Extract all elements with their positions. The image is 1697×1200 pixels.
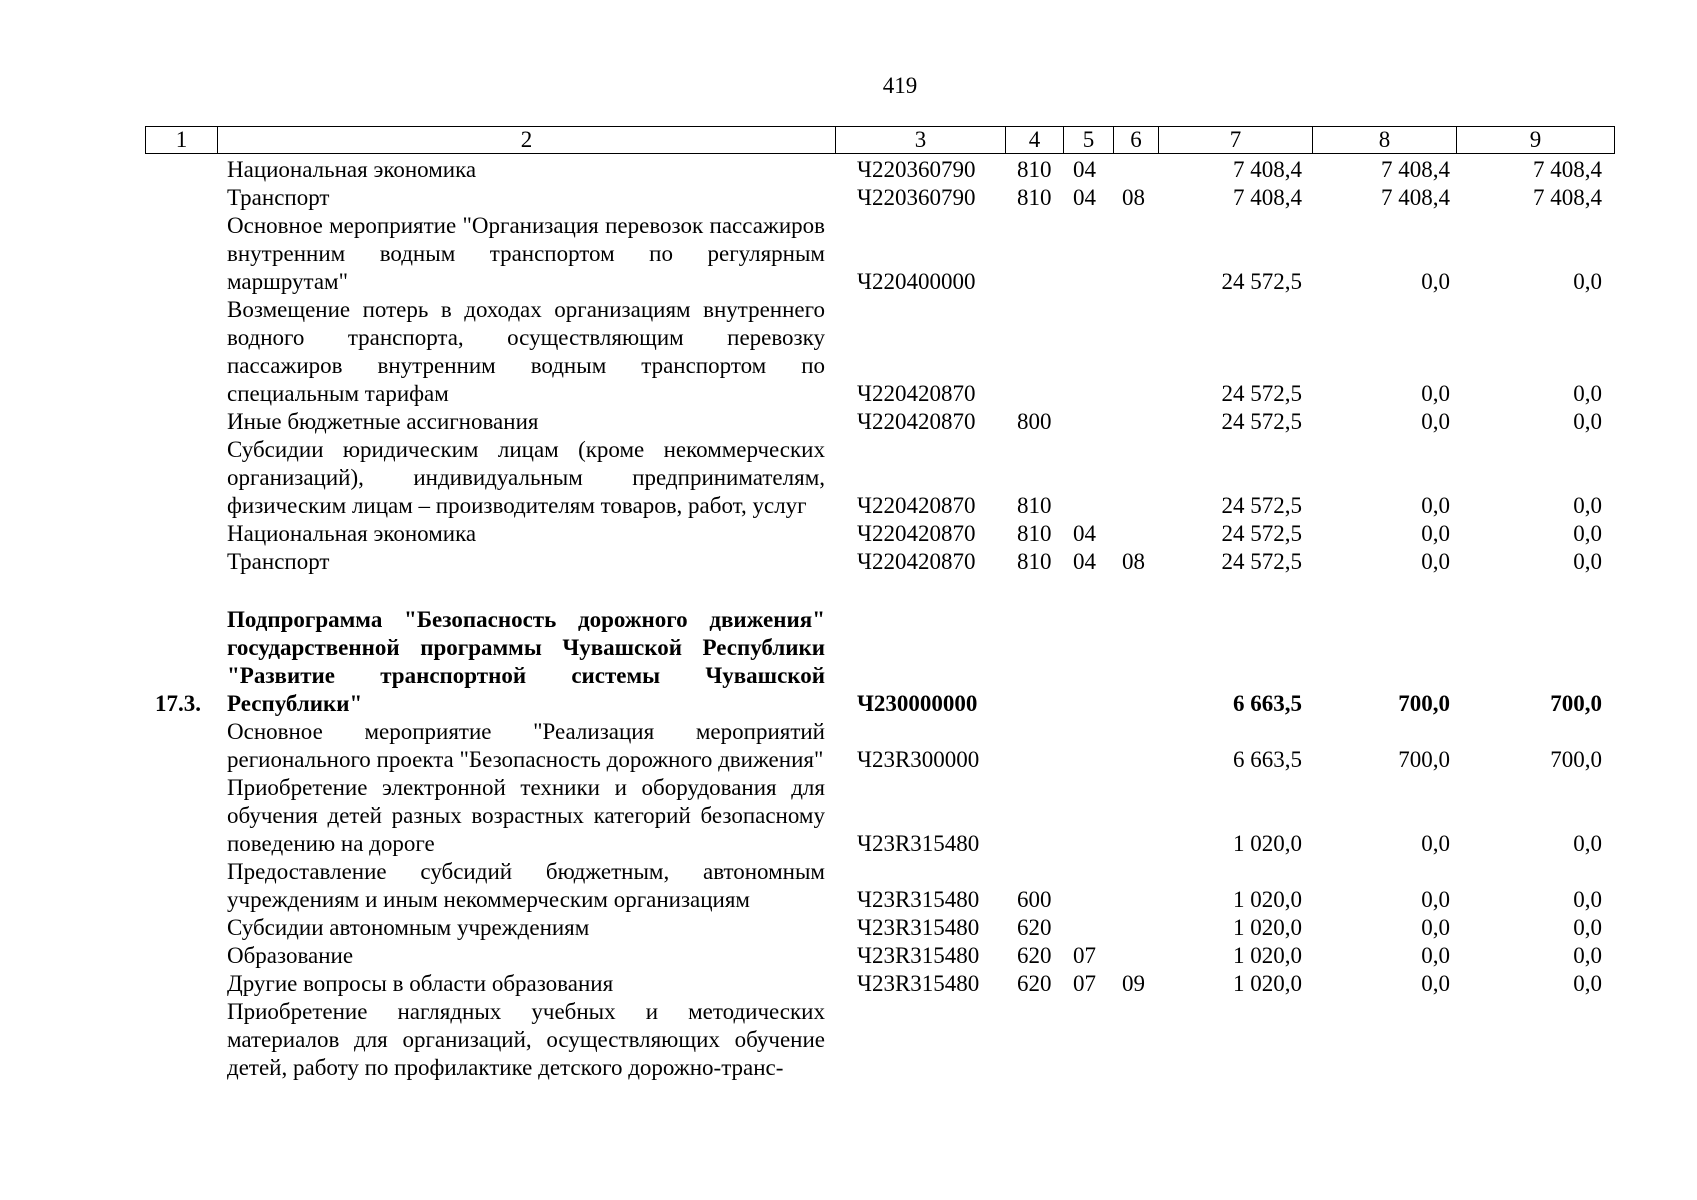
amount-col-8: 0,0 <box>1421 269 1450 294</box>
amount-col-9: 700,0 <box>1550 747 1602 772</box>
row-description: Предоставление субсидий бюджетным, автономным учреждениям и иным некоммерческим организациям <box>227 859 825 912</box>
row-description: Национальная экономика <box>227 521 477 546</box>
expense-type-code: 620 <box>1017 971 1052 996</box>
amount-col-8: 0,0 <box>1421 521 1450 546</box>
amount-col-7: 24 572,5 <box>1221 549 1302 574</box>
table-row <box>145 520 1632 548</box>
expense-type-code: 810 <box>1017 185 1052 210</box>
target-article-code: Ч220400000 <box>857 269 976 294</box>
amount-col-9: 7 408,4 <box>1533 185 1602 210</box>
expense-type-code: 600 <box>1017 887 1052 912</box>
target-article-code: Ч230000000 <box>857 691 978 716</box>
row-description: Подпрограмма "Безопасность дорожного движения" государственной программы Чувашской Республики "Развитие транспортной системы Чувашской Республики" <box>227 607 825 716</box>
amount-col-8: 0,0 <box>1421 409 1450 434</box>
column-header-4: 4 <box>1006 127 1064 154</box>
row-description: Субсидии юридическим лицам (кроме некоммерческих организаций), индивидуальным предпринимателям, физическим лицам – производителям товаров, работ, услуг <box>227 437 825 518</box>
amount-col-9: 0,0 <box>1573 381 1602 406</box>
amount-col-9: 0,0 <box>1573 521 1602 546</box>
row-description: Образование <box>227 943 354 968</box>
amount-col-7: 1 020,0 <box>1233 943 1302 968</box>
amount-col-7: 24 572,5 <box>1221 521 1302 546</box>
row-number: 17.3. <box>155 691 201 716</box>
section-code: 07 <box>1073 943 1096 968</box>
amount-col-8: 0,0 <box>1421 381 1450 406</box>
budget-table-body <box>145 156 1632 1082</box>
target-article-code: Ч220420870 <box>857 381 976 406</box>
expense-type-code: 810 <box>1017 157 1052 182</box>
expense-type-code: 810 <box>1017 549 1052 574</box>
amount-col-8: 700,0 <box>1398 691 1450 716</box>
column-header-2: 2 <box>218 127 836 154</box>
amount-col-9: 0,0 <box>1573 493 1602 518</box>
amount-col-7: 24 572,5 <box>1221 493 1302 518</box>
column-header-9: 9 <box>1457 127 1615 154</box>
amount-col-9: 0,0 <box>1573 269 1602 294</box>
table-row <box>145 156 1632 184</box>
amount-col-8: 0,0 <box>1421 915 1450 940</box>
target-article-code: Ч220360790 <box>857 157 976 182</box>
amount-col-8: 700,0 <box>1398 747 1450 772</box>
column-header-3: 3 <box>836 127 1006 154</box>
expense-type-code: 800 <box>1017 409 1052 434</box>
expense-type-code: 810 <box>1017 493 1052 518</box>
amount-col-7: 24 572,5 <box>1221 381 1302 406</box>
column-header-5: 5 <box>1064 127 1114 154</box>
target-article-code: Ч220420870 <box>857 521 976 546</box>
table-row <box>145 184 1632 212</box>
amount-col-8: 0,0 <box>1421 549 1450 574</box>
amount-col-9: 7 408,4 <box>1533 157 1602 182</box>
row-description: Возмещение потерь в доходах организациям внутреннего водного транспорта, осуществляющим перевозку пассажиров внутренним водным транспортом по специальным тарифам <box>227 297 825 406</box>
amount-col-8: 0,0 <box>1421 887 1450 912</box>
section-code: 04 <box>1073 549 1096 574</box>
amount-col-7: 24 572,5 <box>1221 409 1302 434</box>
subsection-code: 09 <box>1122 971 1145 996</box>
amount-col-8: 0,0 <box>1421 831 1450 856</box>
expense-type-code: 620 <box>1017 943 1052 968</box>
target-article-code: Ч23R315480 <box>857 915 980 940</box>
table-row <box>145 942 1632 970</box>
target-article-code: Ч220360790 <box>857 185 976 210</box>
section-code: 04 <box>1073 157 1096 182</box>
row-description: Транспорт <box>227 549 330 574</box>
amount-col-7: 7 408,4 <box>1233 185 1302 210</box>
amount-col-7: 1 020,0 <box>1233 971 1302 996</box>
column-header-row <box>146 127 1615 154</box>
target-article-code: Ч220420870 <box>857 493 976 518</box>
table-row <box>145 212 1632 296</box>
amount-col-9: 0,0 <box>1573 915 1602 940</box>
amount-col-8: 0,0 <box>1421 493 1450 518</box>
amount-col-9: 0,0 <box>1573 887 1602 912</box>
table-row <box>145 548 1632 576</box>
subsection-code: 08 <box>1122 549 1145 574</box>
amount-col-7: 7 408,4 <box>1233 157 1302 182</box>
row-description: Приобретение наглядных учебных и методических материалов для организаций, осуществляющих обучение детей, работу по профилактике детского дорожно-транс- <box>227 999 825 1080</box>
row-description: Национальная экономика <box>227 157 477 182</box>
amount-col-9: 0,0 <box>1573 971 1602 996</box>
target-article-code: Ч23R315480 <box>857 831 980 856</box>
table-row <box>145 296 1632 408</box>
amount-col-9: 700,0 <box>1550 691 1602 716</box>
row-description: Иные бюджетные ассигнования <box>227 409 539 434</box>
table-row <box>145 718 1632 774</box>
amount-col-7: 24 572,5 <box>1221 269 1302 294</box>
amount-col-9: 0,0 <box>1573 831 1602 856</box>
column-header-table <box>145 126 1615 154</box>
amount-col-7: 6 663,5 <box>1233 691 1302 716</box>
row-description: Основное мероприятие "Реализация мероприятий регионального проекта "Безопасность дорожного движения" <box>227 719 825 772</box>
section-code: 04 <box>1073 185 1096 210</box>
amount-col-9: 0,0 <box>1573 409 1602 434</box>
target-article-code: Ч23R315480 <box>857 971 980 996</box>
row-description: Транспорт <box>227 185 330 210</box>
row-description: Субсидии автономным учреждениям <box>227 915 590 940</box>
table-row <box>145 774 1632 858</box>
table-row <box>145 408 1632 436</box>
row-description: Другие вопросы в области образования <box>227 971 614 996</box>
column-header-7: 7 <box>1159 127 1313 154</box>
table-row <box>145 970 1632 998</box>
page-number: 419 <box>882 73 918 98</box>
amount-col-8: 0,0 <box>1421 943 1450 968</box>
target-article-code: Ч220420870 <box>857 409 976 434</box>
column-header-6: 6 <box>1114 127 1159 154</box>
amount-col-7: 1 020,0 <box>1233 887 1302 912</box>
amount-col-7: 1 020,0 <box>1233 831 1302 856</box>
table-row <box>145 914 1632 942</box>
table-row <box>145 998 1632 1082</box>
amount-col-8: 7 408,4 <box>1381 185 1450 210</box>
column-header-1: 1 <box>146 127 218 154</box>
subsection-code: 08 <box>1122 185 1145 210</box>
target-article-code: Ч23R315480 <box>857 943 980 968</box>
amount-col-8: 7 408,4 <box>1381 157 1450 182</box>
row-description: Основное мероприятие "Организация перевозок пассажиров внутренним водным транспортом по регулярным маршрутам" <box>227 213 825 294</box>
section-code: 04 <box>1073 521 1096 546</box>
amount-col-7: 6 663,5 <box>1233 747 1302 772</box>
table-row <box>145 436 1632 520</box>
amount-col-8: 0,0 <box>1421 971 1450 996</box>
section-code: 07 <box>1073 971 1096 996</box>
table-row <box>145 858 1632 914</box>
target-article-code: Ч23R300000 <box>857 747 980 772</box>
target-article-code: Ч220420870 <box>857 549 976 574</box>
row-description: Приобретение электронной техники и оборудования для обучения детей разных возрастных категорий безопасному поведению на дороге <box>227 775 825 856</box>
amount-col-7: 1 020,0 <box>1233 915 1302 940</box>
table-row <box>145 606 1632 718</box>
expense-type-code: 810 <box>1017 521 1052 546</box>
target-article-code: Ч23R315480 <box>857 887 980 912</box>
amount-col-9: 0,0 <box>1573 549 1602 574</box>
expense-type-code: 620 <box>1017 915 1052 940</box>
amount-col-9: 0,0 <box>1573 943 1602 968</box>
column-header-8: 8 <box>1313 127 1457 154</box>
